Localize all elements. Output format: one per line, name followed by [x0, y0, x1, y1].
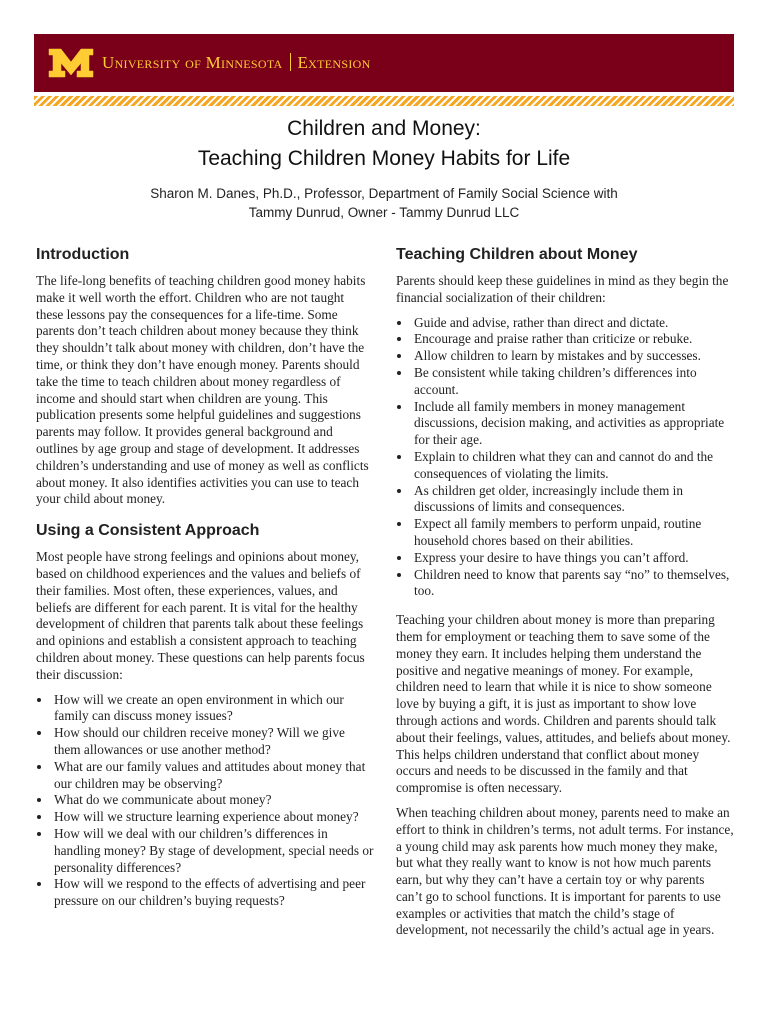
document-title: [34, 114, 734, 174]
unit-name: Extension: [297, 53, 371, 72]
discussion-questions-list: [36, 692, 374, 910]
list-item: • Include all family members in money management discussions, decision making, and activities as appropriate for their age.: [412, 399, 734, 449]
introduction-heading: Introduction: [36, 246, 130, 263]
author-credits: [34, 184, 734, 222]
title-line-2: Teaching Children Money Habits for Life: [197, 147, 571, 170]
list-item: • Allow children to learn by mistakes and by successes.: [412, 348, 734, 365]
consistent-approach-paragraph: Most people have strong feelings and opinions about money, based on childhood experiences and the values and beliefs of their families. Most often, these experiences, values, and beliefs are different for each parent. It is vital for the healthy development of children that parents talk about these feelings and opinions and establish a consistent approach to teaching children about money. These questions can help parents focus their discussion:: [36, 549, 365, 682]
title-line-1: Children and Money:: [287, 117, 481, 140]
childrens-terms-paragraph: When teaching children about money, parents need to make an effort to think in children’s terms, not adult terms. For instance, a young child may ask parents how much money they make, but what they really want to know is not how much parents earn, but why they can’t have a certain toy or why parents can’t go to school functions. It is important for parents to use examples or activities that match the child’s stage of development, not necessarily the child’s actual age in years.: [396, 804, 734, 938]
list-item: • Encourage and praise rather than criticize or rebuke.: [412, 331, 734, 348]
list-item: • How will we structure learning experience about money?: [52, 809, 374, 826]
guidelines-list: [396, 315, 734, 601]
university-wordmark: [102, 53, 371, 73]
list-item: • Explain to children what they can and cannot do and the consequences of violating the limits.: [412, 449, 734, 483]
header-banner: [34, 34, 734, 92]
list-item: • How will we create an open environment in which our family can discuss money issues?: [52, 692, 374, 726]
list-item: • What are our family values and attitudes about money that our children may be observing?: [52, 759, 374, 793]
wordmark-separator: [290, 53, 291, 71]
teaching-children-heading: Teaching Children about Money: [396, 246, 638, 263]
guidelines-intro-paragraph: Parents should keep these guidelines in mind as they begin the financial socialization of their children:: [396, 273, 729, 305]
gold-stripe-divider: [34, 96, 734, 106]
authors-line-1: Sharon M. Danes, Ph.D., Professor, Department of Family Social Science with: [150, 186, 618, 201]
list-item: • Express your desire to have things you can’t afford.: [412, 550, 734, 567]
left-column: [36, 244, 374, 922]
right-column: [396, 244, 734, 947]
list-item: • How will we respond to the effects of advertising and peer pressure on our children’s buying requests?: [52, 876, 374, 910]
list-item: • What do we communicate about money?: [52, 792, 374, 809]
authors-line-2: Tammy Dunrud, Owner - Tammy Dunrud LLC: [248, 205, 520, 220]
introduction-paragraph: The life-long benefits of teaching children good money habits make it well worth the effort. Children who are not taught these lessons pay the consequences for a life-time. Some parents don’t teach children about money because they think they shouldn’t talk about money with children, don’t have the time, or think they don’t have enough money. Parents should take the time to teach children about money regardless of income and should start when children are young. This publication presents some helpful guidelines and suggestions parents may follow. It provides general background and outlines by age group and stage of development. It addresses children’s understanding and use of money as well as conflicts about money. It also identifies activities you can use to teach your child about money.: [36, 273, 369, 507]
money-meaning-paragraph: Teaching your children about money is more than preparing them for employment or teaching them to save some of the money they earn. It includes helping them understand the positive and negative meanings of money. For example, children need to learn that while it is nice to show someone love by buying a gift, it is just as important to show love through actions and words. Children and parents should talk about their feelings, values, attitudes, and beliefs about money. This helps children understand that conflict about money occurs and needs to be discussed in the family and that compromise is often necessary.: [396, 612, 731, 796]
university-m-logo-icon: [48, 48, 94, 78]
university-name: University of Minnesota: [102, 53, 283, 72]
list-item: • Be consistent while taking children’s differences into account.: [412, 365, 734, 399]
list-item: • How will we deal with our children’s differences in handling money? By stage of development, special needs or personality differences?: [52, 826, 374, 876]
list-item: • How should our children receive money? Will we give them allowances or use another method?: [52, 725, 374, 759]
list-item: • As children get older, increasingly include them in discussions of limits and consequences.: [412, 483, 734, 517]
list-item: • Guide and advise, rather than direct and dictate.: [412, 315, 734, 332]
list-item: • Expect all family members to perform unpaid, routine household chores based on their abilities.: [412, 516, 734, 550]
list-item: • Children need to know that parents say “no” to themselves, too.: [412, 567, 734, 601]
consistent-approach-heading: Using a Consistent Approach: [36, 522, 260, 540]
